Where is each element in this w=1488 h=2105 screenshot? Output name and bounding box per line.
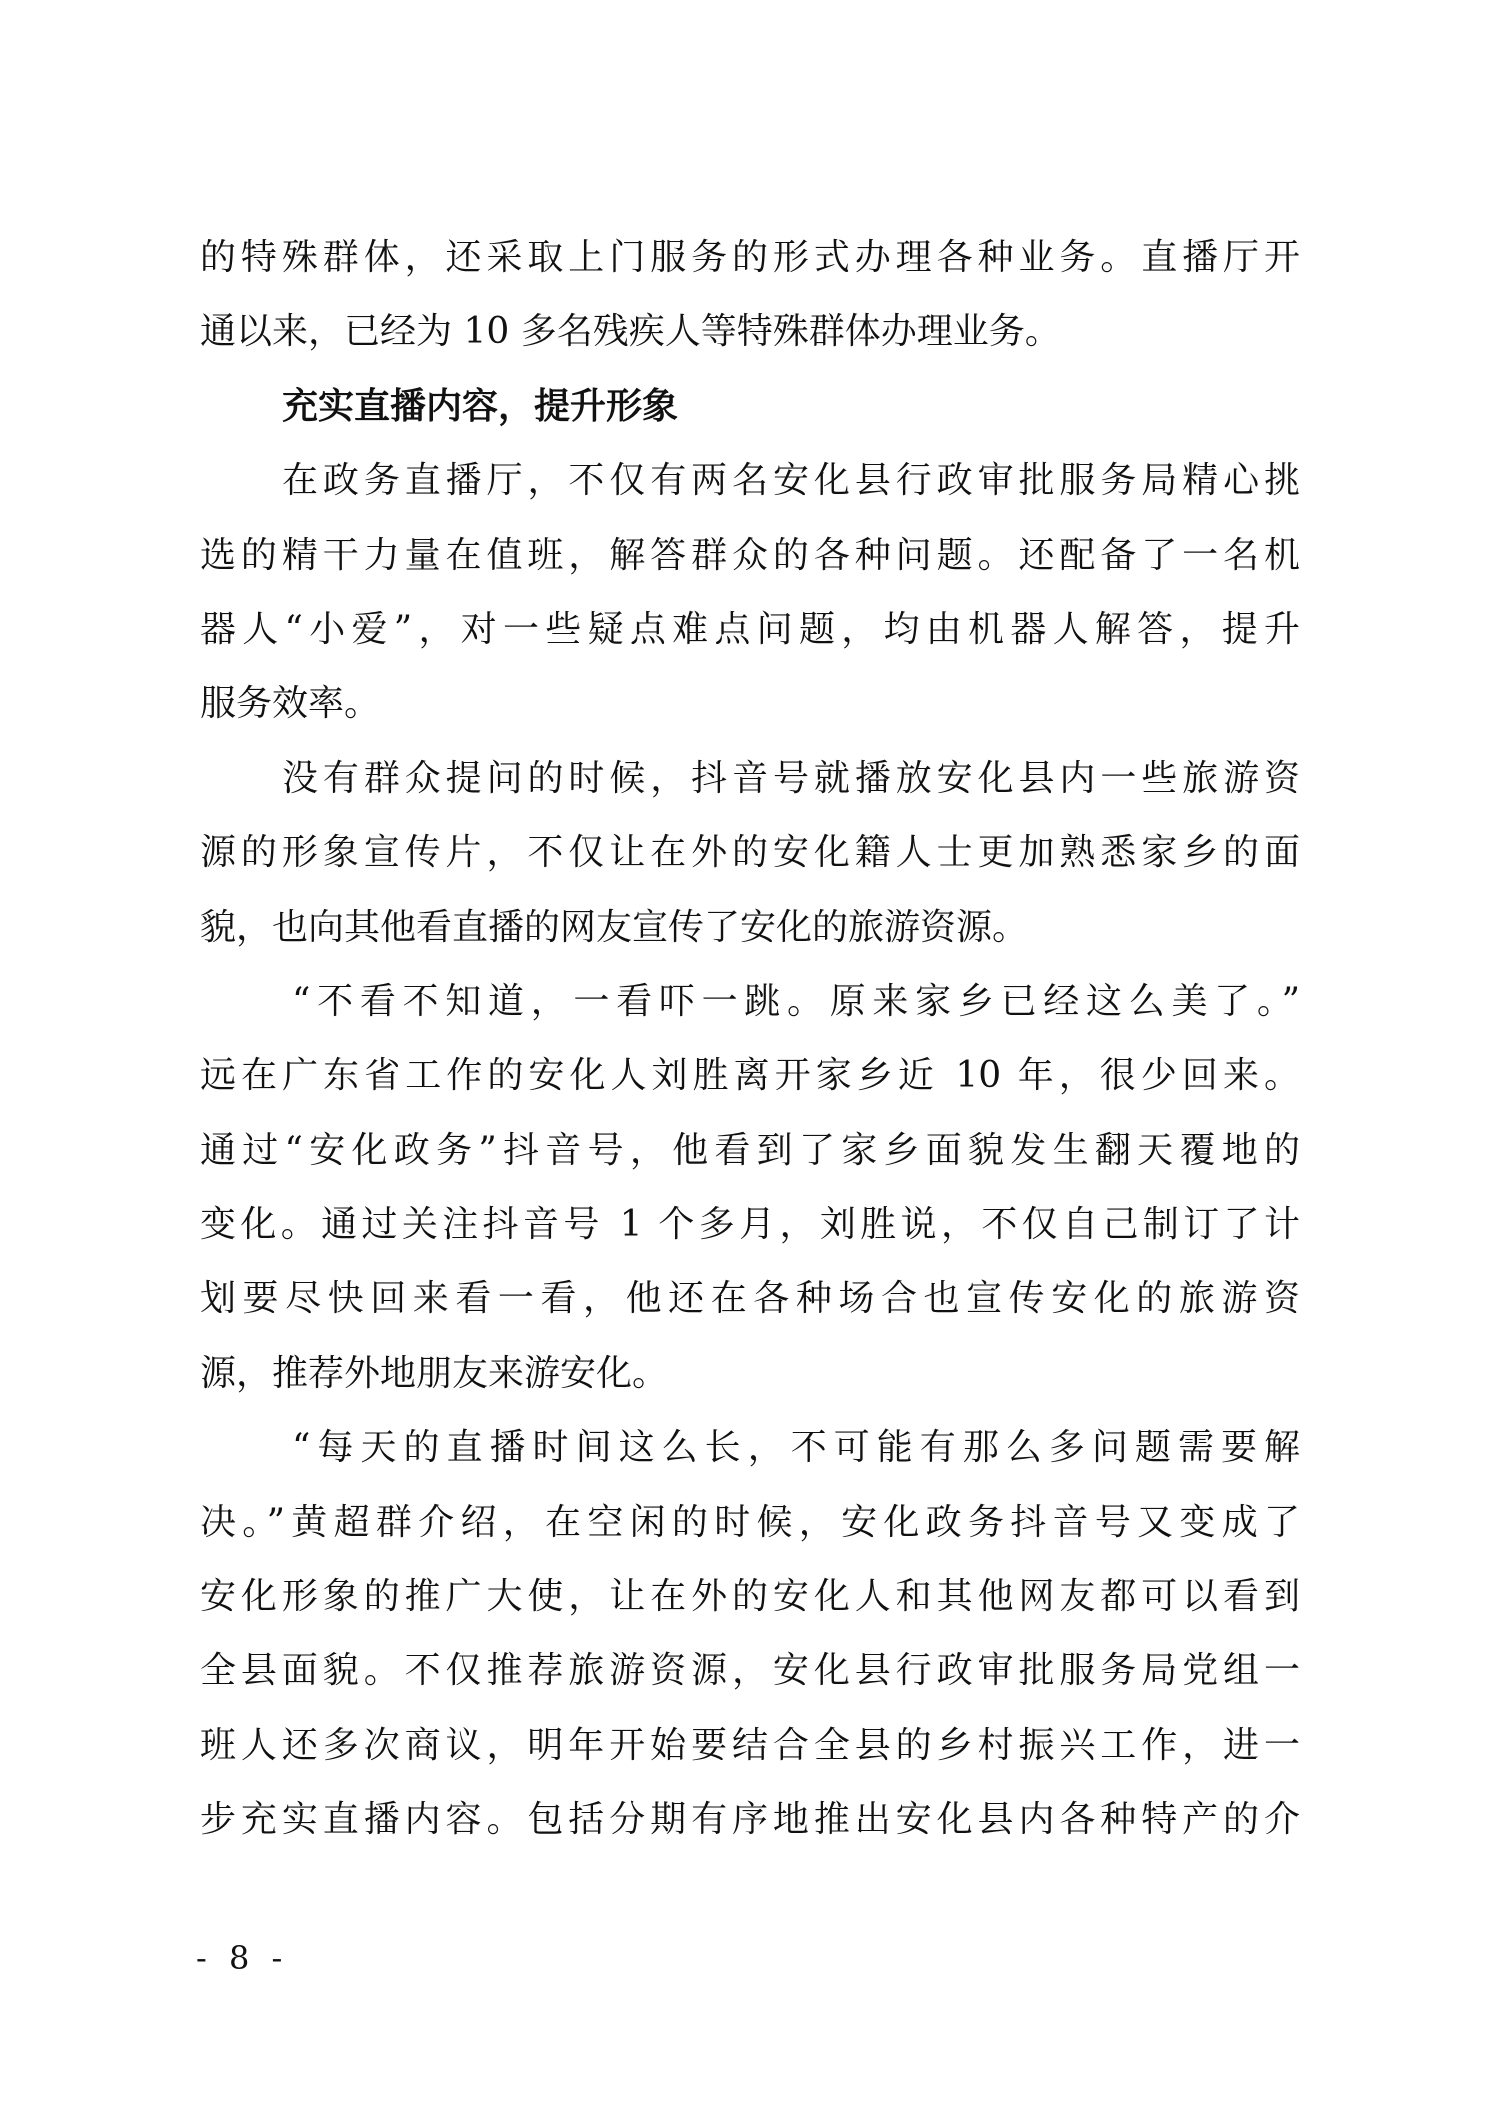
text-line: 远在广东省工作的安化人刘胜离开家乡近 10 年，很少回来。 (200, 1055, 1300, 1097)
text-line: “不看不知道，一看吓一跳。原来家乡已经这么美了。” (292, 980, 1300, 1022)
text-line: 貌，也向其他看直播的网友宣传了安化的旅游资源。 (200, 906, 1029, 948)
text-line: 班人还多次商议，明年开始要结合全县的乡村振兴工作，进一 (200, 1724, 1300, 1766)
text-line: 步充实直播内容。包括分期有序地推出安化县内各种特产的介 (200, 1799, 1300, 1841)
text-line: 服务效率。 (200, 683, 381, 725)
page-number: - 8 - (196, 1939, 289, 1977)
text-line: “每天的直播时间这么长，不可能有那么多问题需要解 (292, 1427, 1300, 1469)
text-line: 划要尽快回来看一看，他还在各种场合也宣传安化的旅游资 (200, 1278, 1300, 1320)
text-line: 源，推荐外地朋友来游安化。 (200, 1352, 669, 1394)
text-line: 安化形象的推广大使，让在外的安化人和其他网友都可以看到 (200, 1576, 1300, 1618)
document-body (200, 221, 1300, 1858)
text-line: 变化。通过关注抖音号 1 个多月，刘胜说，不仅自己制订了计 (200, 1204, 1300, 1246)
section-heading: 充实直播内容，提升形象 (282, 385, 679, 427)
text-line: 全县面貌。不仅推荐旅游资源，安化县行政审批服务局党组一 (200, 1650, 1300, 1692)
text-line: 没有群众提问的时候，抖音号就播放安化县内一些旅游资 (282, 757, 1300, 799)
text-line: 通以来，已经为 10 多名残疾人等特殊群体办理业务。 (200, 311, 1061, 353)
text-line: 在政务直播厅，不仅有两名安化县行政审批服务局精心挑 (282, 460, 1300, 502)
text-line: 选的精干力量在值班，解答群众的各种问题。还配备了一名机 (200, 534, 1300, 576)
text-line: 源的形象宣传片，不仅让在外的安化籍人士更加熟悉家乡的面 (200, 832, 1300, 874)
text-line: 通过“安化政务”抖音号，他看到了家乡面貌发生翻天覆地的 (200, 1129, 1300, 1171)
text-line: 决。”黄超群介绍，在空闲的时候，安化政务抖音号又变成了 (200, 1501, 1300, 1543)
text-line: 器人“小爱”，对一些疑点难点问题，均由机器人解答，提升 (200, 608, 1300, 650)
text-line: 的特殊群体，还采取上门服务的形式办理各种业务。直播厅开 (200, 237, 1300, 278)
